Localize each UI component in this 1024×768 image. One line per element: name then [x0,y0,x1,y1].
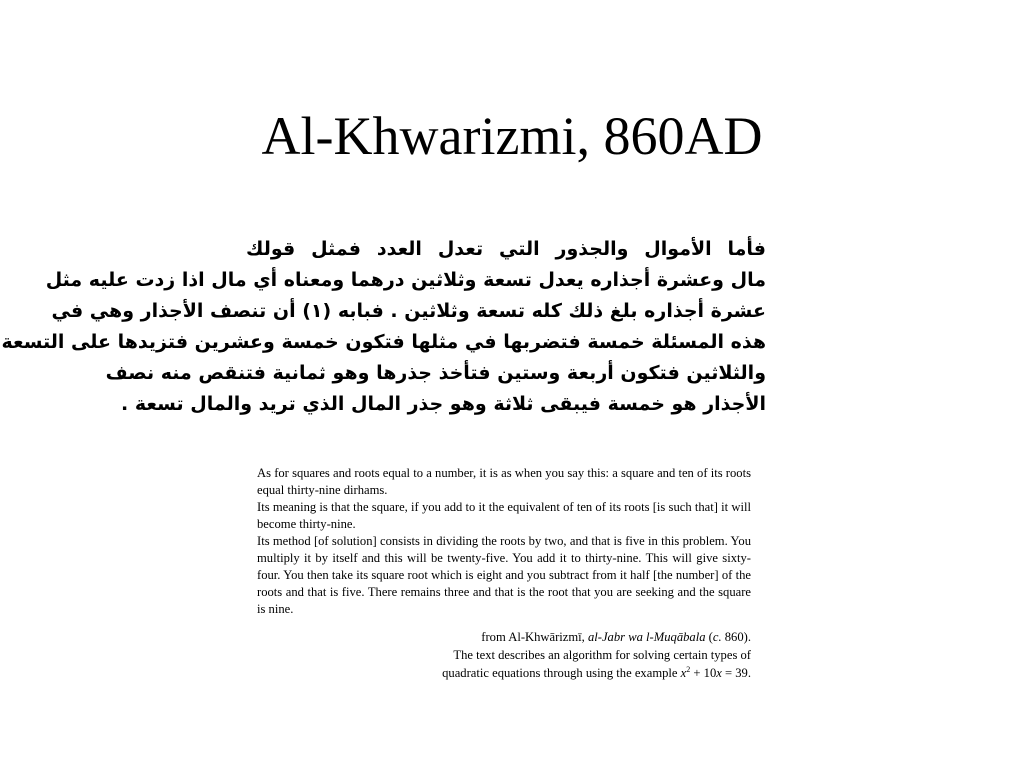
caption-line-2: The text describes an algorithm for solving certain types of [453,648,751,662]
caption-line-3 [380,664,751,682]
arabic-line-2: مال وعشرة أجذاره يعدل تسعة وثلاثين درهما ومعناه أي مال اذا زدت عليه مثل [45,269,766,291]
caption-work-title: al-Jabr wa l-Muqābala [587,630,706,644]
caption-line-1 [380,628,751,646]
source-caption [380,628,751,682]
caption-equation-prefix: quadratic equations through using the example [442,666,681,680]
arabic-line-3: عشرة أجذاره بلغ ذلك كله تسعة وثلاثين . فبابه (١) أن تنصف الأجذار وهي في [51,300,766,322]
caption-open-paren: ( [705,630,713,644]
equation-exponent: 2 [686,664,691,674]
equation-rest: = 39. [721,666,751,680]
arabic-line-4: هذه المسئلة خمسة فتضربها في مثلها فتكون خمسة وعشرين فتزيدها على التسعة [1,331,766,353]
translation-paragraph-2: Its meaning is that the square, if you add to it the equivalent of ten of its roots [is such that] it will become thirty-nine. [257,500,751,531]
arabic-line-1: فأما الأموال والجذور التي تعدل العدد فمثل قولك [246,238,766,260]
arabic-text-block [1,234,766,444]
arabic-line-5: والثلاثين فتكون أربعة وستين فتأخذ جذرها وهو ثمانية فتنقص منه نصف [105,362,766,384]
caption-year: 860). [721,630,751,644]
english-translation [257,465,751,618]
arabic-line-6: الأجذار هو خمسة فيبقى ثلاثة وهو جذر المال الذي تريد والمال تسعة . [121,393,766,415]
equation-variable-x: x [680,666,687,680]
equation-plus-term: + 10 [690,666,717,680]
caption-source-prefix: from Al-Khwārizmī, [481,630,588,644]
equation-variable-x-2: x [716,666,722,680]
translation-paragraph-1: As for squares and roots equal to a number, it is as when you say this: a square and ten of its roots equal thirty-nine dirhams. [257,466,751,497]
caption-circa: c. [712,630,722,644]
slide-title: Al-Khwarizmi, 860AD [261,106,763,166]
translation-paragraph-3: Its method [of solution] consists in dividing the roots by two, and that is five in this problem. You multiply it by itself and this will be twenty-five. You add it to thirty-nine. This will give sixty-four. You then take its square root which is eight and you subtract from it half [the number] of the roots and that is five. There remains three and that is the root that you are seeking and the square is nine. [257,534,751,616]
